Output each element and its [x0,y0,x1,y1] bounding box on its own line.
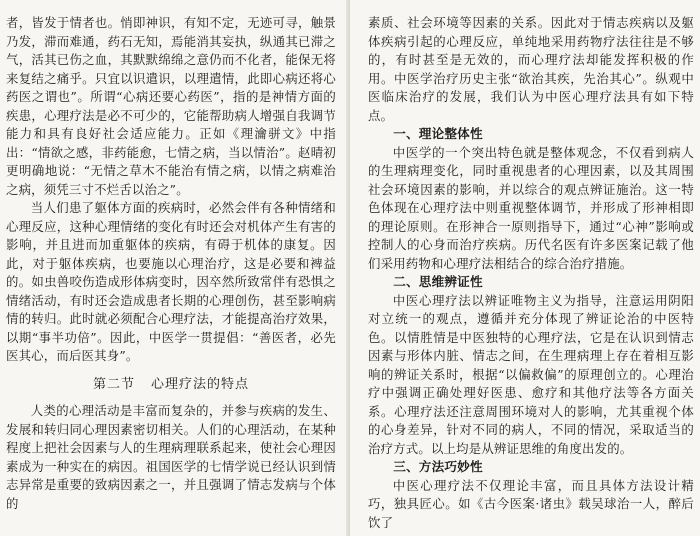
left-column [6,14,336,513]
left-paragraph-2: 当人们患了躯体方面的疾病时，必然会伴有各种情绪和心理反应，这种心理情绪的变化有时还会对机体产生有害的影响，并且进而加重躯体的疾病，有碍于机体的康复。因此，对于躯体疾病，也要施以心理治疗，这是必要和裨益的。如虫兽咬伤造成形体病变时，因卒然所致常伴有恐惧之情绪活动，有时还会造成患者长期的心理创伤，甚至影响病情的转归。此时就必须配合心理疗法，才能提高治疗效果，以期“事半功倍”。因此，中医学一贯提倡：“善医者，必先医其心，而后医其身”。 [6,200,336,363]
subheading-1: 一、理论整体性 [393,126,483,141]
section-title: 心理疗法的特点 [151,376,250,392]
right-paragraph-1: 素质、社会环境等因素的关系。因此对于情志疾病以及躯体疾病引起的心理反应，单纯地采用药物疗法往往是不够的，有时甚至是无效的，而心理疗法却能发挥积极的作用。中医学治疗历史主张“欲治其疾，先治其心”。纵观中医临床治疗的发展，我们认为中医心理疗法具有如下特点。 [368,15,694,123]
section-number: 第二节 [92,376,135,392]
right-page [350,0,700,536]
right-paragraph-2: 中医学的一个突出特色就是整体观念，不仅看到病人的生理病理变化，同时重视患者的心理因素，以及其周围社会环境因素的影响，并以综合的观点辨证施治。这一特色体现在心理疗法中则重视整体调节，并形成了形神相即的理论原则。在形神合一原则指导下，通过“心神”影响或控制人的心身而治疗疾病。历代名医有许多医案记载了他们采用药物和心理疗法相结合的综合治疗措施。 [368,144,694,271]
left-paragraph-1: 者，皆发于情者也。悄即神识，有知不定，无迹可寻，触景乃发，滞而难通，药石无知，焉能消其妄执，纵通其已滞之气，活其已伤之血，其默默绵绵之意仍而不化者，能保无将来复结之痛乎。只宜以识遣识，以理遣情，此即心病还将心药医之谓也”。所谓“心病还要心药医”，指的是神情方面的疾患，心理疗法是必不可少的，它能帮助病人增强自我调节能力和具有良好社会适应能力。正如《理瀹骈文》中指出：“情欲之感，非药能愈，七情之病，当以情治”。赵晴初更明确地说：“无情之草木不能治有情之病，以情之病难治之病，须凭三寸不烂舌以治之”。 [6,15,336,197]
right-paragraph-4: 中医心理疗法不仅理论丰富，而且具体方法设计精巧，独具匠心。如《古今医案·诸虫》载吴球治一人，醉后饮了 [368,477,694,530]
subheading-2: 二、思维辨证性 [393,274,483,289]
section-heading [6,376,336,395]
right-paragraph-3: 中医心理疗法以辨证唯物主义为指导，注意运用阴阳对立统一的观点，遵循并充分体现了辨证论治的中医特色。以情胜情是中医独特的心理疗法，它是在认识到情志因素与形体内脏、情志之间，在生理病理上存在着相互影响的辨证关系时，根据“以偏救偏”的原理创立的。心理治疗中强调正确处理好医患、愈疗和其他疗法等各方面关系。心理疗法还注意周围环境对人的影响，尤其重视个体的心身差异，针对不同的病人，不同的情况，采取适当的治疗方式。以上均是从辨证思维的角度出发的。 [368,292,694,456]
right-column [368,14,694,532]
left-paragraph-3: 人类的心理活动是丰富而复杂的，并参与疾病的发生、发展和转归同心理因素密切相关。人们的心理活动，在某种程度上把社会因素与人的生理病理联系起来，使社会心理因素成为一种实在的病因。祖国医学的七情学说已经认识到情志异常是重要的致病因素之一，并且强调了情志发病与个体的 [6,403,336,511]
subheading-3: 三、方法巧妙性 [393,459,483,474]
